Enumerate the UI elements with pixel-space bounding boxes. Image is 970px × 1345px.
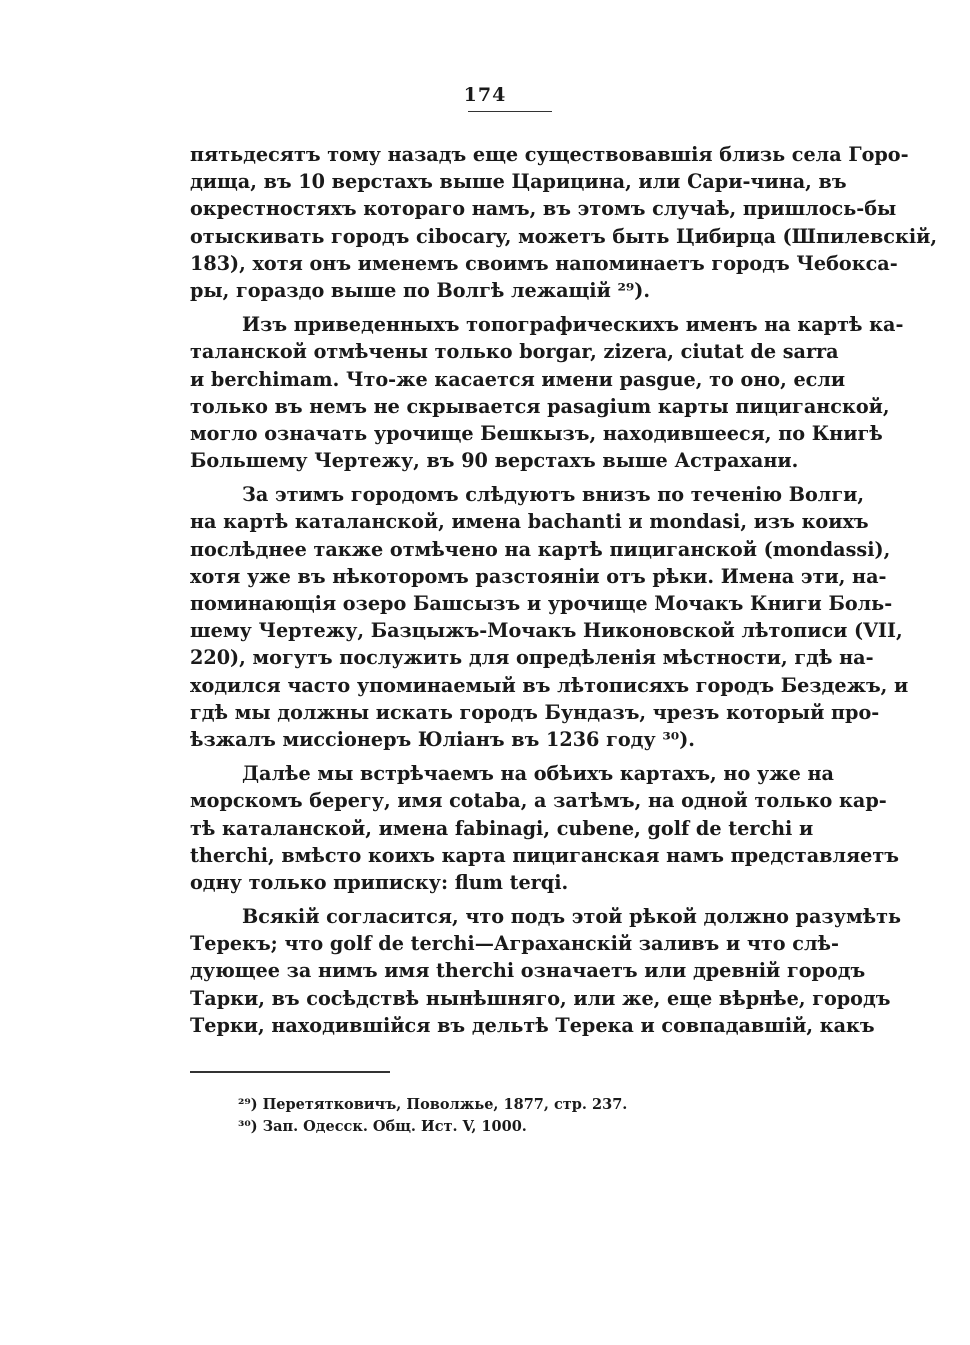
text-line: только въ немъ не скрывается pasagium карты пициганской, [190,394,890,418]
text-line: дища, въ 10 верстахъ выше Царицина, или Сари-чина, въ [190,170,847,194]
text-line: и berchimam. Что-же касается имени pasgue, то оно, если [190,367,846,391]
text-line: таланской отмѣчены только borgar, zizera, ciutat de sarra [190,340,839,364]
text-line: Изъ приведенныхъ топографическихъ именъ на картѣ ка- [242,313,904,337]
text-line: Тарки, въ сосѣдствѣ нынѣшняго, или же, еще вѣрнѣе, городъ [190,986,891,1010]
paragraph-gap [190,304,810,311]
text-line: гдѣ мы должны искать городъ Бундазъ, чрезъ который про- [190,700,880,724]
paragraph [190,903,902,1039]
text-line: тѣ каталанской, имена fabinagi, cubene, golf de terchi и [190,816,814,840]
footnote: ³⁰) Зап. Одесск. Общ. Ист. V, 1000. [238,1118,527,1135]
text-line: окрестностяхъ котораго намъ, въ этомъ случаѣ, пришлось-бы [190,197,897,221]
text-line: морскомъ берегу, имя cotaba, а затѣмъ, на одной только кар- [190,789,887,813]
text-line: ходился часто упоминаемый въ лѣтописяхъ городъ Бездежъ, и [190,673,909,697]
text-line: Терекъ; что golf de terchi—Аграханскій заливъ и что слѣ- [190,932,839,956]
paragraph [190,141,938,304]
footnotes [238,1094,798,1138]
text-line: поминающія озеро Башсызъ и урочище Мочакъ Книги Боль- [190,592,893,615]
text-line: ры, гораздо выше по Волгѣ лежащій ²⁹). [190,278,651,302]
paragraph-gap [190,896,810,903]
text-line: За этимъ городомъ слѣдуютъ внизъ по теченію Волги, [242,483,865,507]
paragraph [190,311,904,474]
text-line: Большему Чертежу, въ 90 верстахъ выше Астрахани. [190,449,799,473]
text-line: 220), могутъ послужить для опредѣленія мѣстности, гдѣ на- [190,646,874,670]
footnote: ²⁹) Перетятковичъ, Поволжье, 1877, стр. 237. [238,1096,628,1113]
text-line: на картѣ каталанской, имена bachanti и mondasi, изъ коихъ [190,510,869,534]
text-line: послѣднее также отмѣчено на картѣ пициганской (mondassi), [190,537,891,561]
paragraph [190,481,909,753]
text-line: дующее за нимъ имя therchi означаетъ или древній городъ [190,959,866,983]
paragraph [190,760,899,896]
text-line: одну только приписку: flum terqi. [190,870,569,894]
footnote-rule [190,1071,390,1073]
text-line: отыскивать городъ cibocary, можетъ быть Цибирца (Шпилевскій, [190,224,938,248]
text-line: могло означать урочище Бешкызъ, находившееся, по Книгѣ [190,421,883,445]
paragraph-gap [190,474,810,481]
text-line: therchi, вмѣсто коихъ карта пициганская намъ представляетъ [190,843,899,867]
text-line: Далѣе мы встрѣчаемъ на обѣихъ картахъ, но уже на [242,762,834,786]
text-line: хотя уже въ нѣкоторомъ разстояніи отъ рѣки. Имена эти, на- [190,564,887,588]
text-line: шему Чертежу, Базцыжъ-Мочакъ Никоновской лѣтописи (VII, [190,619,903,643]
text-line: пятьдесятъ тому назадъ еще существовавшія близь села Горо- [190,143,909,166]
paragraph-gap [190,753,810,760]
text-line: Всякій согласится, что подъ этой рѣкой должно разумѣть [242,905,902,929]
text-line: Терки, находившійся въ дельтѣ Терека и совпадавшій, какъ [190,1013,875,1037]
page-number: 174 [463,84,507,106]
header-rule [468,111,552,112]
text-line: ѣзжалъ миссіонеръ Юліанъ въ 1236 году ³⁰). [190,727,695,751]
text-line: 183), хотя онъ именемъ своимъ напоминаетъ городъ Чебокса- [190,251,898,275]
body-text [190,141,938,1039]
